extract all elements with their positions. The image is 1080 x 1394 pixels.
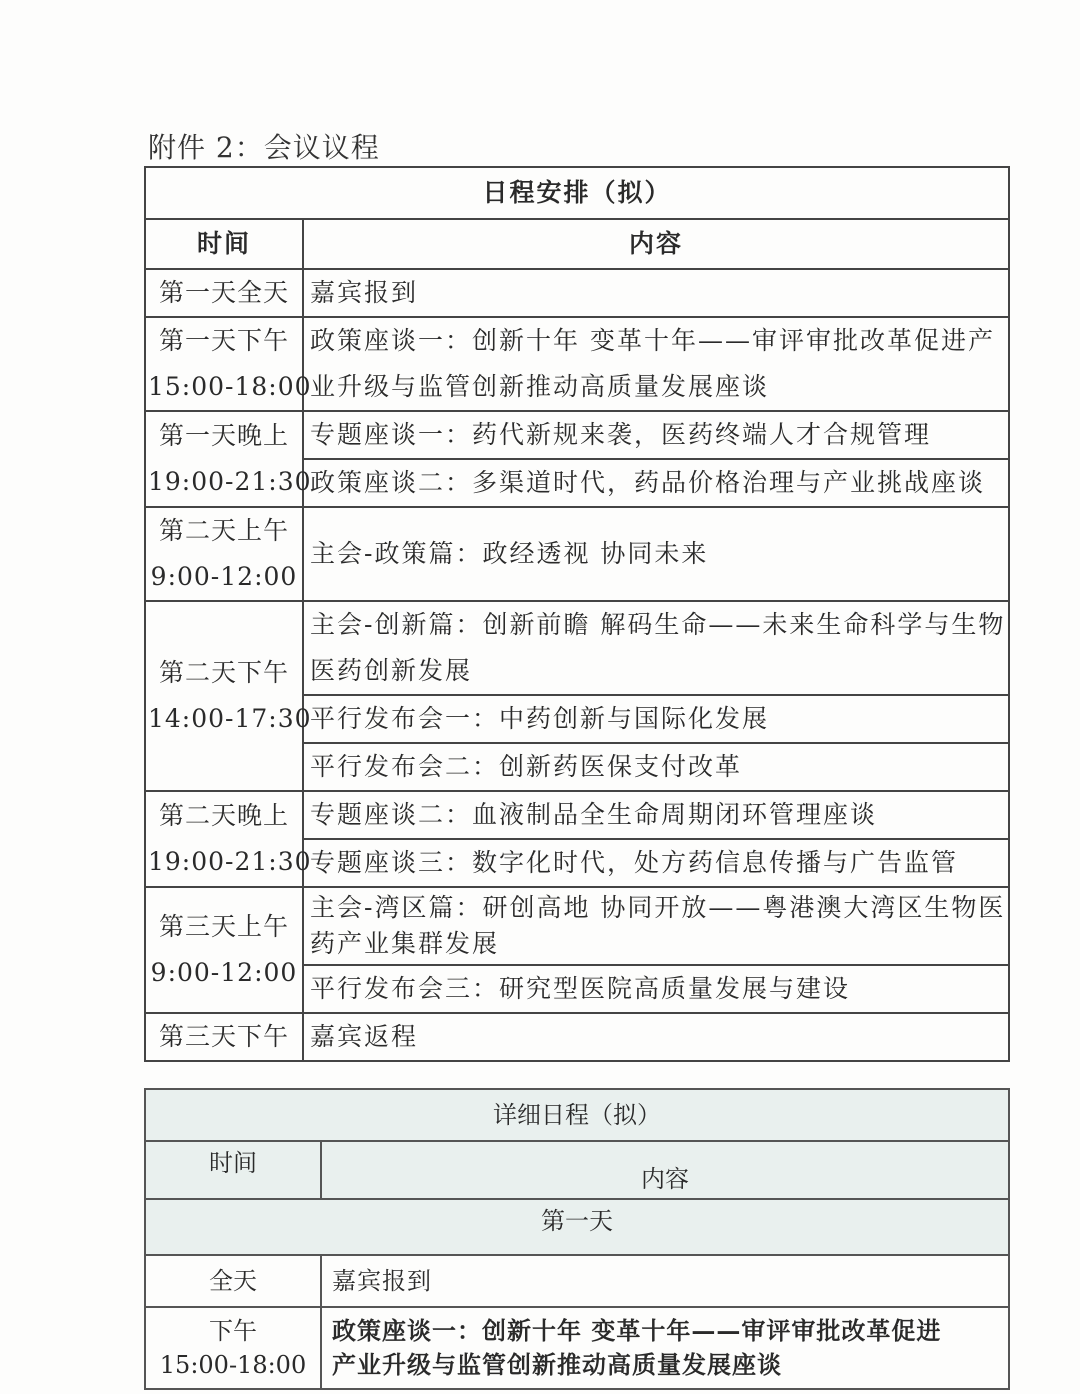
content-line: 政策座谈一：创新十年 变革十年——审评审批改革促进产 bbox=[310, 326, 995, 355]
content-cell: 平行发布会二：创新药医保支付改革 bbox=[303, 743, 1009, 791]
table-row bbox=[145, 791, 1009, 839]
table-row bbox=[145, 887, 1009, 965]
day-row bbox=[145, 1199, 1009, 1255]
content-line: 产业升级与监管创新推动高质量发展座谈 bbox=[332, 1350, 782, 1379]
time-range: 19:00-21:30 bbox=[148, 847, 312, 876]
time-cell bbox=[145, 601, 312, 791]
time-cell: 全天 bbox=[145, 1255, 321, 1307]
time-label: 第三天上午 bbox=[158, 912, 289, 941]
detail-title-row bbox=[145, 1089, 1009, 1141]
time-range: 14:00-17:30 bbox=[148, 704, 312, 733]
attachment-title: 附件 2：会议议程 bbox=[148, 131, 380, 164]
table-row bbox=[145, 269, 1009, 317]
time-label: 第一天下午 bbox=[158, 326, 289, 355]
content-cell: 专题座谈一：药代新规来袭，医药终端人才合规管理 bbox=[303, 411, 1009, 459]
content-cell: 平行发布会三：研究型医院高质量发展与建设 bbox=[303, 965, 1009, 1013]
table-row bbox=[145, 317, 1009, 411]
content-line: 业升级与监管创新推动高质量发展座谈 bbox=[310, 372, 770, 401]
time-label: 第二天晚上 bbox=[158, 801, 289, 830]
time-range: 9:00-12:00 bbox=[150, 958, 298, 987]
time-label: 第二天下午 bbox=[158, 658, 289, 687]
time-cell bbox=[145, 317, 312, 411]
content-cell: 嘉宾报到 bbox=[321, 1255, 1009, 1307]
time-cell bbox=[145, 411, 312, 507]
table-row bbox=[145, 1255, 1009, 1307]
column-header-time: 时间 bbox=[145, 1141, 321, 1199]
day-label: 第一天 bbox=[145, 1199, 1009, 1255]
content-cell: 专题座谈三：数字化时代，处方药信息传播与广告监管 bbox=[303, 839, 1009, 887]
content-line: 药产业集群发展 bbox=[310, 929, 500, 958]
time-cell: 第三天下午 bbox=[145, 1013, 303, 1061]
content-cell bbox=[321, 1307, 1009, 1389]
table-row bbox=[145, 1307, 1009, 1389]
content-cell: 嘉宾报到 bbox=[303, 269, 1009, 317]
time-cell bbox=[145, 791, 312, 887]
schedule-title-row bbox=[145, 167, 1009, 219]
content-cell: 主会-政策篇：政经透视 协同未来 bbox=[303, 507, 1009, 601]
time-label: 第一天晚上 bbox=[158, 421, 289, 450]
content-cell: 专题座谈二：血液制品全生命周期闭环管理座谈 bbox=[303, 791, 1009, 839]
time-cell bbox=[145, 1307, 321, 1389]
content-line: 政策座谈一：创新十年 变革十年——审评审批改革促进 bbox=[332, 1316, 942, 1345]
content-cell bbox=[303, 317, 1009, 411]
content-cell: 政策座谈二：多渠道时代，药品价格治理与产业挑战座谈 bbox=[303, 459, 1009, 507]
schedule-table bbox=[144, 166, 1010, 1062]
table-row bbox=[145, 1013, 1009, 1061]
table-row bbox=[145, 601, 1009, 695]
time-cell bbox=[145, 507, 303, 601]
time-range: 15:00-18:00 bbox=[148, 372, 312, 401]
table-row bbox=[145, 507, 1009, 601]
time-cell: 第一天全天 bbox=[145, 269, 303, 317]
content-cell bbox=[303, 601, 1009, 695]
content-cell: 平行发布会一：中药创新与国际化发展 bbox=[303, 695, 1009, 743]
column-header-time: 时间 bbox=[145, 219, 303, 269]
schedule-header-row bbox=[145, 219, 1009, 269]
time-label: 下午 bbox=[209, 1317, 257, 1345]
column-header-content: 内容 bbox=[303, 219, 1009, 269]
content-line: 主会-湾区篇：研创高地 协同开放——粤港澳大湾区生物医 bbox=[310, 893, 1006, 922]
content-line: 医药创新发展 bbox=[310, 656, 473, 685]
time-range: 15:00-18:00 bbox=[159, 1351, 307, 1379]
time-cell bbox=[145, 887, 303, 1013]
time-range: 19:00-21:30 bbox=[148, 467, 312, 496]
content-cell bbox=[303, 887, 1009, 965]
schedule-title: 日程安排（拟） bbox=[145, 167, 1009, 219]
column-header-content: 内容 bbox=[321, 1141, 1009, 1199]
table-row bbox=[145, 411, 1009, 459]
detail-table bbox=[144, 1088, 1010, 1390]
content-cell: 嘉宾返程 bbox=[303, 1013, 1009, 1061]
time-range: 9:00-12:00 bbox=[150, 562, 298, 591]
detail-header-row bbox=[145, 1141, 1009, 1199]
time-label: 第二天上午 bbox=[158, 516, 289, 545]
content-line: 主会-创新篇：创新前瞻 解码生命——未来生命科学与生物 bbox=[310, 610, 1006, 639]
detail-title: 详细日程（拟） bbox=[145, 1089, 1009, 1141]
